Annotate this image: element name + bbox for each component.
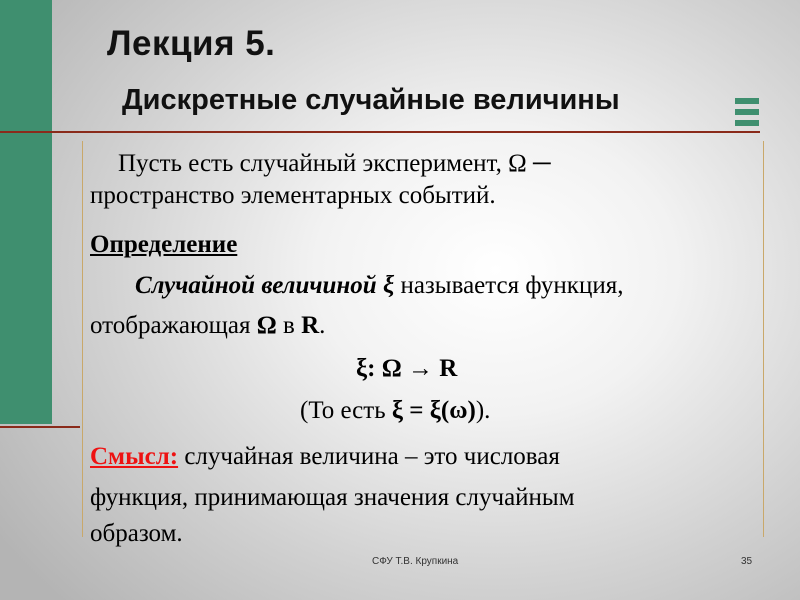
definition-term: Случайной величиной ξ bbox=[135, 272, 395, 299]
decorative-squares bbox=[735, 98, 759, 131]
slide-title: Лекция 5. bbox=[107, 24, 276, 63]
footer-author: СФУ Т.В. Крупкина bbox=[372, 556, 459, 567]
definition-line-2 bbox=[90, 310, 325, 342]
definition-rest: называется функция, bbox=[394, 272, 624, 299]
definition-line2-start: отображающая bbox=[90, 312, 257, 339]
page-number: 35 bbox=[741, 556, 753, 567]
formula-note-expression: ξ = ξ(ω) bbox=[391, 397, 476, 424]
formula-note-end: ). bbox=[475, 397, 491, 424]
intro-line-2: пространство элементарных событий. bbox=[90, 182, 496, 209]
bottom-accent-line bbox=[0, 426, 80, 428]
decorative-square bbox=[735, 120, 759, 126]
real-numbers-symbol: R bbox=[301, 312, 320, 339]
definition-line2-end: . bbox=[319, 312, 326, 339]
meaning-line-2: функция, принимающая значения случайным bbox=[90, 484, 575, 511]
omega-symbol: Ω bbox=[256, 312, 277, 339]
left-accent-bar bbox=[0, 0, 52, 424]
definition-line2-mid: в bbox=[276, 312, 302, 339]
definition-heading: Определение bbox=[90, 231, 238, 258]
meaning-line-3: образом. bbox=[90, 520, 183, 547]
decorative-square bbox=[735, 98, 759, 104]
header-divider-line bbox=[30, 131, 760, 133]
formula-note-start: (То есть bbox=[300, 397, 392, 424]
formula-note bbox=[300, 395, 490, 427]
formula: ξ: Ω → R bbox=[356, 355, 458, 382]
decorative-square bbox=[735, 109, 759, 115]
meaning-label: Смысл: bbox=[90, 443, 179, 470]
meaning-line-1 bbox=[90, 441, 560, 473]
definition-line-1 bbox=[135, 270, 623, 302]
meaning-text-1: случайная величина – это числовая bbox=[178, 443, 560, 470]
slide-subtitle: Дискретные случайные величины bbox=[122, 84, 620, 116]
intro-line-1: Пусть есть случайный эксперимент, Ω ─ bbox=[118, 150, 551, 177]
